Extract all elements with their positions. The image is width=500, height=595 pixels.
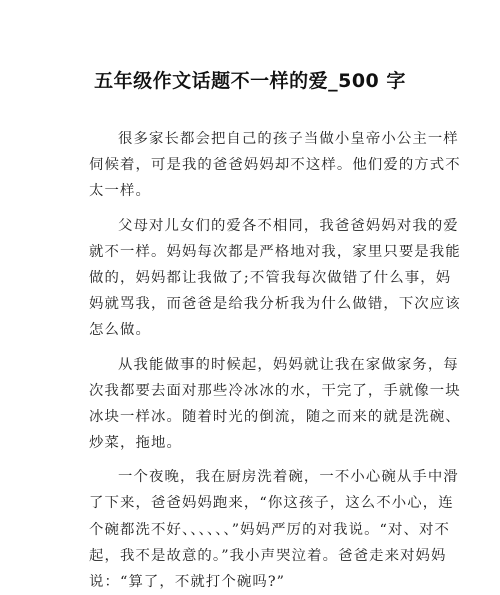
paragraph-gap (89, 344, 411, 352)
paragraph (89, 126, 461, 205)
text-line: 了下来，爸爸妈妈跑来，“你这孩子，这么不小心，连 (89, 495, 454, 512)
text-line: 就不一样。妈妈每次都是严格地对我，家里只要是我能 (89, 243, 461, 260)
text-line: 起，我不是故意的。”我小声哭泣着。爸爸走来对妈妈 (89, 547, 447, 564)
text-line: 次我都要去面对那些冷冰冰的水，干完了，手就像一块 (89, 382, 461, 399)
text-line: 说：“算了，不就打个碗吗?” (89, 574, 286, 590)
text-line: 妈就骂我，而爸爸是给我分析我为什么做错，下次应该 (89, 296, 461, 313)
document-title: 五年级作文话题不一样的爱_500 字 (94, 70, 406, 92)
text-line: 一个夜晚，我在厨房洗着碗，一不小心碗从手中滑 (118, 469, 459, 486)
text-line: 很多家长都会把自己的孩子当做小皇帝小公主一样 (118, 131, 459, 147)
text-line: 炒菜，拖地。 (89, 435, 182, 452)
paragraph (89, 464, 459, 595)
text-line: 从我能做事的时候起，妈妈就让我在家做家务，每 (118, 356, 459, 373)
text-line: 父母对儿女们的爱各不相同，我爸爸妈妈对我的爱 (118, 217, 459, 234)
paragraph (89, 213, 461, 344)
text-line: 冰块一样冰。随着时光的倒流，随之而来的就是洗碗、 (89, 408, 461, 425)
text-line: 做的，妈妈都让我做了;不管我每次做错了什么事，妈 (89, 269, 452, 286)
text-line: 怎么做。 (89, 322, 151, 339)
paragraph-gap (89, 205, 411, 213)
text-line: 太一样。 (89, 183, 151, 200)
paragraph (89, 352, 461, 457)
text-line: 个碗都洗不好、、、、、、”妈妈严厉的对我说。“对、对不 (89, 521, 450, 538)
paragraph-gap (89, 456, 411, 464)
document-body (89, 126, 461, 595)
text-line: 伺候着，可是我的爸爸妈妈却不这样。他们爱的方式不 (89, 157, 461, 174)
